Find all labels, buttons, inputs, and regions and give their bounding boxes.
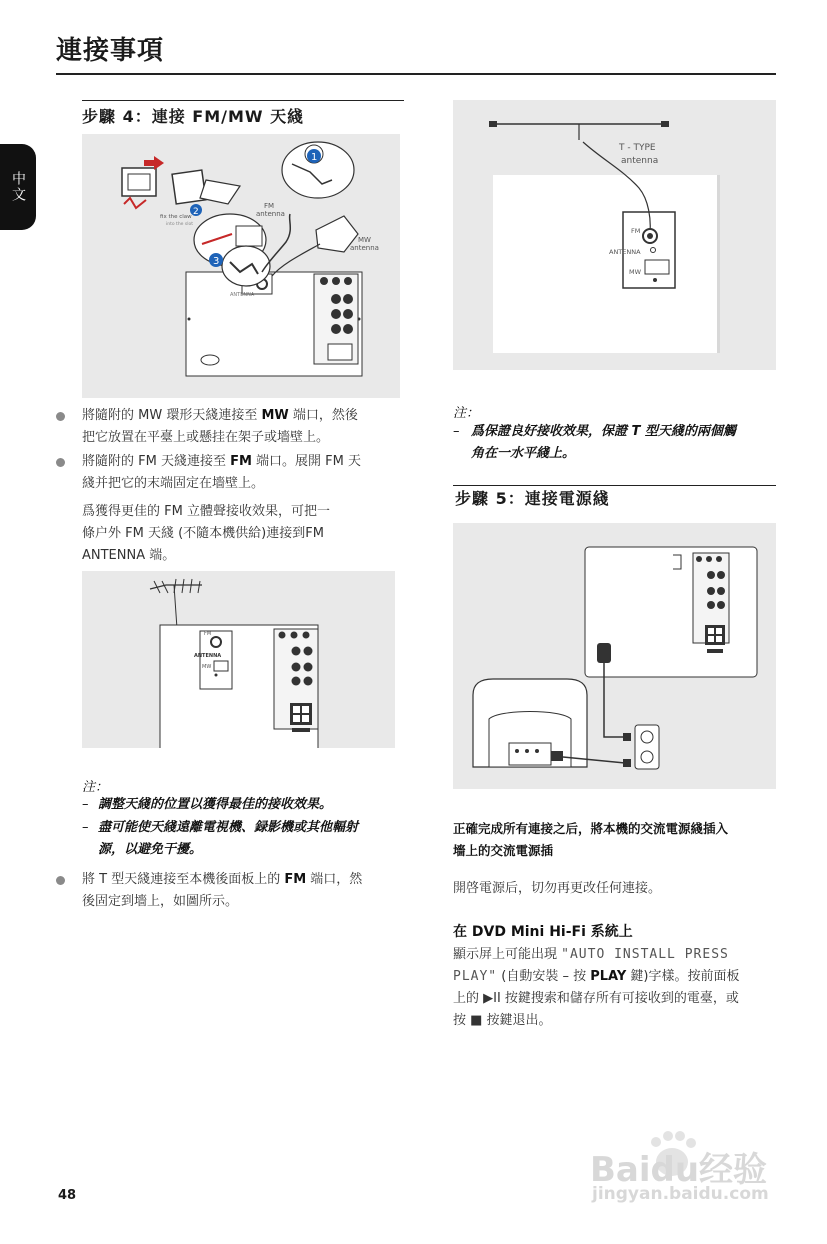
t-type-antenna-label: antenna — [621, 156, 659, 166]
power-warning: 開啓電源后，切勿再更改任何連接。 — [453, 881, 662, 896]
power-instruction — [453, 818, 783, 862]
right-note-line2: 角在一水平綫上。 — [471, 446, 576, 461]
fm-port-label-2: FM — [284, 872, 307, 887]
note-2 — [98, 817, 398, 861]
bullet2-text-end: 端口。展開 FM 天 — [251, 454, 362, 469]
right-note-label: 注： — [453, 406, 480, 421]
language-tab-label: 中文 — [10, 171, 26, 203]
antenna-connection-figure — [82, 134, 400, 398]
bullet-dot — [56, 412, 65, 421]
watermark-url: jingyan.baidu.com — [592, 1184, 769, 1204]
bullet2-line2: 綫并把它的末端固定在墻壁上。 — [82, 476, 265, 491]
language-tab — [0, 144, 36, 230]
dvd-line3: 上的 ▶II 按鍵搜索和儲存所有可接收到的電臺，或 — [453, 991, 739, 1006]
fig2-mw-label: MW — [202, 664, 212, 670]
t-antenna-note — [471, 421, 781, 465]
fig2-fm-label: FM — [204, 631, 212, 637]
mw-label: MW — [358, 236, 371, 244]
fig3-mw-label: MW — [629, 268, 642, 276]
antenna-connection-illustration — [82, 134, 400, 398]
baidu-watermark — [588, 1130, 788, 1220]
bullet-dot — [56, 458, 65, 467]
title-rule — [56, 73, 776, 75]
t-antenna-instruction — [82, 869, 402, 913]
dvd-line2-end: 鍵)字樣。按前面板 — [626, 969, 740, 984]
note-1: 調整天綫的位置以獲得最佳的接收效果。 — [98, 797, 333, 812]
mw-port-label: MW — [261, 408, 289, 423]
mw-connect-instruction — [82, 405, 402, 449]
dvd-paragraph — [453, 944, 783, 1032]
clip-instruction-1: fix the claw — [160, 214, 192, 220]
note2-line1: 盡可能使天綫遠離電視機、録影機或其他輻射 — [98, 820, 359, 835]
power-connection-figure — [453, 523, 776, 789]
t-type-label: T - TYPE — [619, 143, 656, 153]
bullet3-text: 將 T 型天綫連接至本機後面板上的 — [82, 872, 285, 887]
note-dash: – — [82, 820, 89, 835]
fig2-antenna-label: ANTENNA — [194, 653, 222, 659]
para-line1: 爲獲得更佳的 FM 立體聲接收效果，可把一 — [82, 504, 330, 519]
power-line2: 墻上的交流電源插 — [453, 843, 554, 858]
fm-port-label: FM — [230, 454, 252, 469]
play-key-label: PLAY — [590, 969, 627, 984]
fig3-fm-label: FM — [631, 227, 641, 235]
panel-antenna-text: ANTENNA — [230, 292, 255, 298]
watermark-brand: Baidu经验 — [590, 1150, 768, 1190]
note2-line2: 源，以避免干擾。 — [98, 842, 203, 857]
mw-loop-antenna-side — [172, 170, 206, 204]
step4-heading: 步驟 4：連接 FM/MW 天綫 — [82, 107, 305, 126]
page-number: 48 — [58, 1188, 77, 1203]
power-plug — [597, 643, 611, 663]
bullet-dot — [56, 876, 65, 885]
dvd-line4: 按 ■ 按鍵退出。 — [453, 1013, 552, 1028]
step4-rule — [82, 100, 404, 101]
dvd-line2-mid: (自動安裝 – 按 — [497, 969, 591, 984]
clip-instruction-2: into the slot — [166, 222, 193, 227]
dvd-heading: 在 DVD Mini Hi-Fi 系統上 — [453, 924, 633, 940]
step-marker-1-label: 1 — [311, 152, 318, 163]
outdoor-antenna-illustration — [82, 571, 395, 748]
dvd-line1: 顯示屏上可能出現 — [453, 947, 562, 962]
bullet3-text-end: 端口，然 — [306, 872, 363, 887]
bullet2-text: 將隨附的 FM 天綫連接至 — [82, 454, 231, 469]
outdoor-antenna-paragraph — [82, 501, 402, 567]
fm-antenna-label: antenna — [256, 210, 285, 218]
note-dash: – — [82, 797, 89, 812]
bullet1-line2: 把它放置在平臺上或懸挂在架子或墻壁上。 — [82, 430, 330, 445]
note-label: 注： — [82, 780, 109, 795]
outdoor-antenna-figure — [82, 571, 395, 748]
t-type-antenna-figure — [453, 100, 776, 370]
para-line2: 條户外 FM 天綫 (不隨本機供給)連接到FM — [82, 526, 324, 541]
device-back-panel-3 — [493, 175, 719, 353]
page-title: 連接事項 — [56, 36, 165, 66]
fig3-antenna-label: ANTENNA — [609, 248, 641, 256]
power-connection-illustration — [453, 523, 776, 789]
lcd-message-2: PLAY" — [453, 969, 498, 984]
step-marker-2-label: 2 — [193, 207, 199, 217]
para-line3: ANTENNA 端。 — [82, 548, 176, 563]
bullet1-text: 將隨附的 MW 環形天綫連接至 — [82, 408, 262, 423]
power-line1: 正確完成所有連接之后，將本機的交流電源綫插入 — [453, 821, 729, 836]
bullet3-line2: 後固定到墻上，如圖所示。 — [82, 894, 239, 909]
bullet1-text-end: 端口，然後 — [288, 408, 358, 423]
step5-heading: 步驟 5：連接電源綫 — [455, 489, 610, 508]
note-dash: – — [453, 424, 460, 439]
right-note-line1: 爲保證良好接收效果，保證 T 型天綫的兩個觸 — [471, 424, 736, 439]
t-type-antenna-illustration — [453, 100, 776, 370]
zoom-circle-3 — [222, 246, 270, 286]
fm-label: FM — [264, 202, 275, 210]
fm-connect-instruction — [82, 451, 402, 495]
mw-loop-antenna-front — [122, 168, 156, 196]
lcd-message-1: "AUTO INSTALL PRESS — [561, 947, 729, 962]
mw-antenna-label: antenna — [350, 244, 379, 252]
step-marker-3-label: 3 — [213, 256, 220, 267]
